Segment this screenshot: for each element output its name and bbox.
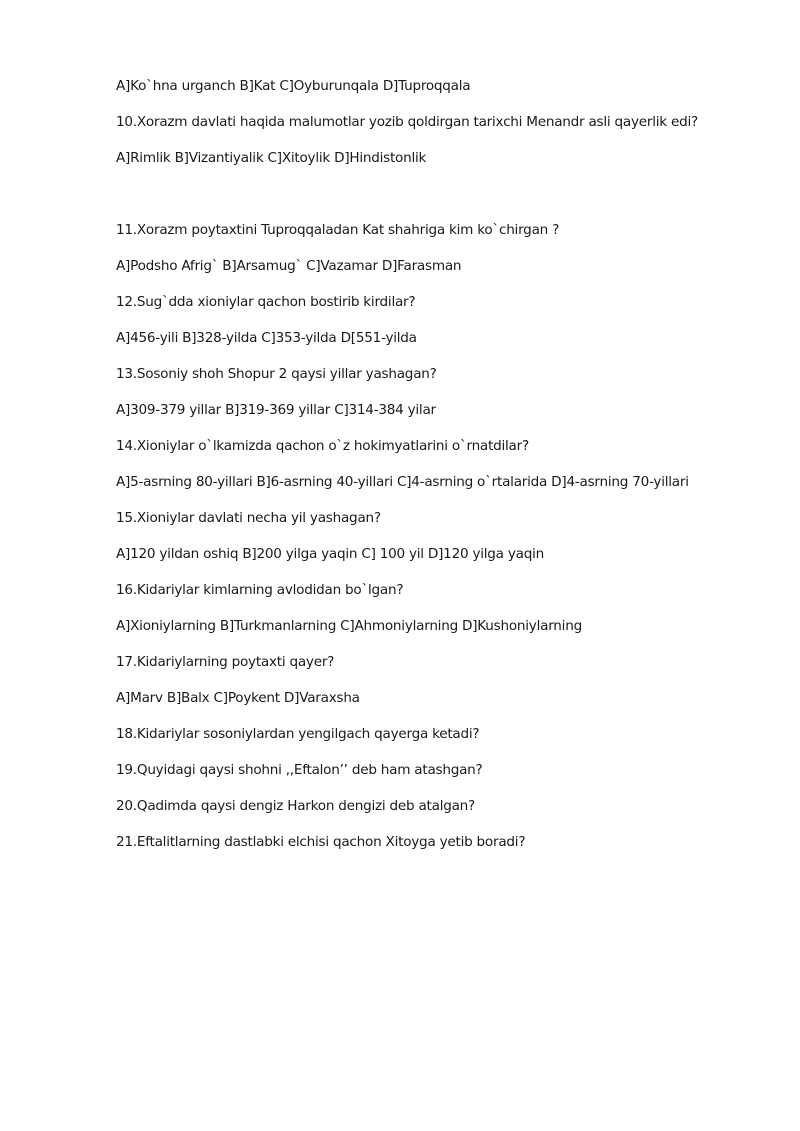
answer-options-11: A]Podsho Afrig` B]Arsamug` C]Vazamar D]Farasman bbox=[116, 258, 462, 274]
answer-options-10: A]Rimlik B]Vizantiyalik C]Xitoylik D]Hindistonlik bbox=[116, 150, 427, 166]
question-18: 18.Kidariylar sosoniylardan yengilgach qayerga ketadi? bbox=[116, 726, 480, 742]
question-14: 14.Xioniylar o`lkamizda qachon o`z hokimyatlarini o`rnatdilar? bbox=[116, 438, 529, 454]
question-11: 11.Xorazm poytaxtini Tuproqqaladan Kat shahriga kim ko`chirgan ? bbox=[116, 222, 560, 238]
answer-options-14: A]5-asrning 80-yillari B]6-asrning 40-yillari C]4-asrning o`rtalarida D]4-asrning 70-yillari bbox=[116, 474, 689, 490]
question-16: 16.Kidariylar kimlarning avlodidan bo`lgan? bbox=[116, 582, 404, 598]
question-19: 19.Quyidagi qaysi shohni ,,Eftalon’’ deb ham atashgan? bbox=[116, 762, 483, 778]
answer-options-15: A]120 yildan oshiq B]200 yilga yaqin C] 100 yil D]120 yilga yaqin bbox=[116, 546, 544, 562]
question-10: 10.Xorazm davlati haqida malumotlar yozib qoldirgan tarixchi Menandr asli qayerlik edi? bbox=[116, 114, 698, 130]
question-21: 21.Eftalitlarning dastlabki elchisi qachon Xitoyga yetib boradi? bbox=[116, 834, 526, 850]
answer-options-9: A]Ko`hna urganch B]Kat C]Oyburunqala D]Tuproqqala bbox=[116, 78, 471, 94]
answer-options-16: A]Xioniylarning B]Turkmanlarning C]Ahmoniylarning D]Kushoniylarning bbox=[116, 618, 582, 634]
answer-options-12: A]456-yili B]328-yilda C]353-yilda D[551-yilda bbox=[116, 330, 417, 346]
question-17: 17.Kidariylarning poytaxti qayer? bbox=[116, 654, 335, 670]
question-12: 12.Sug`dda xioniylar qachon bostirib kirdilar? bbox=[116, 294, 416, 310]
question-13: 13.Sosoniy shoh Shopur 2 qaysi yillar yashagan? bbox=[116, 366, 437, 382]
question-20: 20.Qadimda qaysi dengiz Harkon dengizi deb atalgan? bbox=[116, 798, 476, 814]
question-15: 15.Xioniylar davlati necha yil yashagan? bbox=[116, 510, 381, 526]
answer-options-17: A]Marv B]Balx C]Poykent D]Varaxsha bbox=[116, 690, 360, 706]
answer-options-13: A]309-379 yillar B]319-369 yillar C]314-384 yilar bbox=[116, 402, 436, 418]
